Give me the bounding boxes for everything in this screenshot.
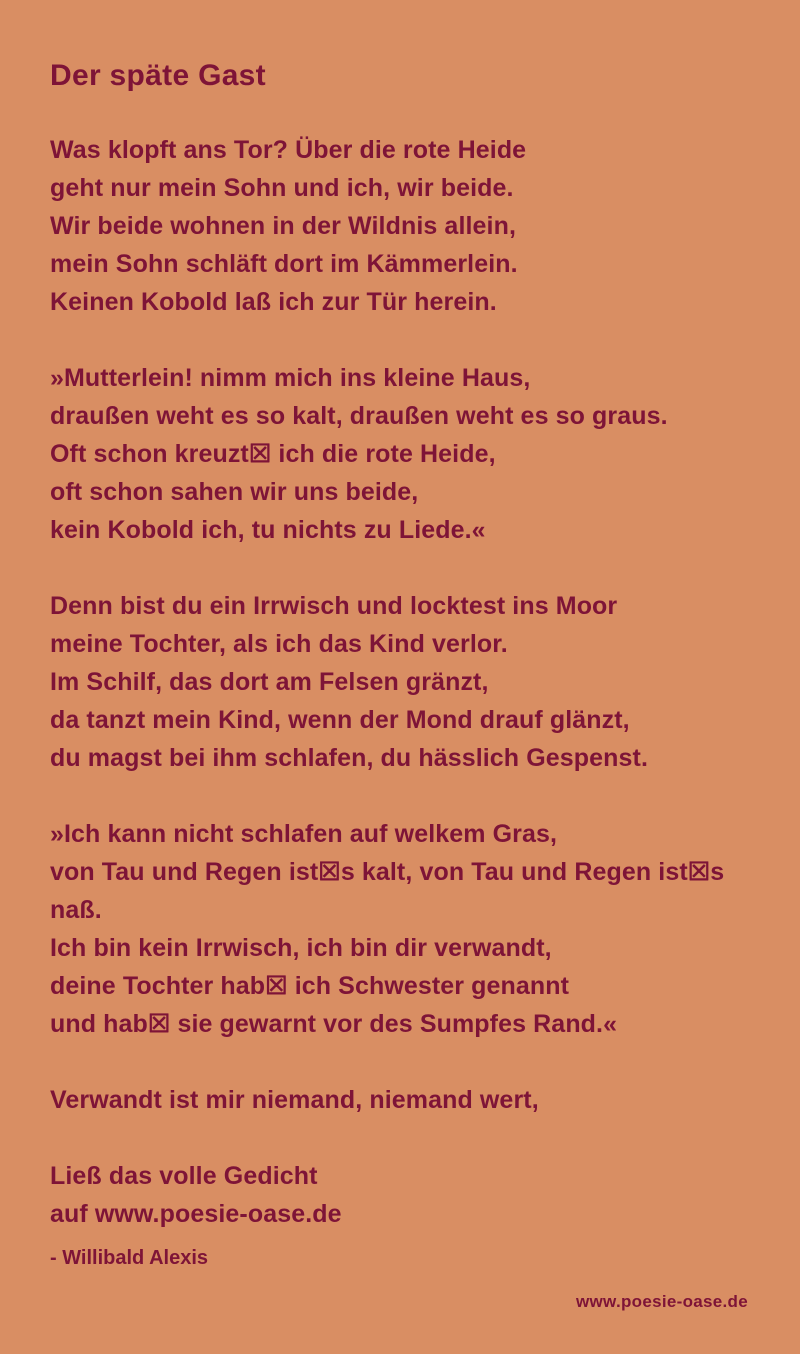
poem-line: draußen weht es so kalt, draußen weht es so graus. (50, 402, 668, 430)
poem-title: Der späte Gast (50, 59, 266, 92)
teaser-line: Ließ das volle Gedicht (50, 1162, 318, 1190)
poem-line: naß. (50, 896, 102, 924)
poem-line: oft schon sahen wir uns beide, (50, 478, 419, 506)
poem-line: kein Kobold ich, tu nichts zu Liede.« (50, 516, 486, 544)
poem-line: Was klopft ans Tor? Über die rote Heide (50, 136, 527, 164)
teaser-site-line: auf www.poesie-oase.de (50, 1200, 342, 1228)
poem-line: Keinen Kobold laß ich zur Tür herein. (50, 288, 497, 316)
poem-line: Verwandt ist mir niemand, niemand wert, (50, 1086, 539, 1114)
poem-line: geht nur mein Sohn und ich, wir beide. (50, 174, 514, 202)
poem-line: da tanzt mein Kind, wenn der Mond drauf glänzt, (50, 706, 630, 734)
poem-line: »Ich kann nicht schlafen auf welkem Gras, (50, 820, 558, 848)
footer-site-url: www.poesie-oase.de (576, 1292, 748, 1311)
poem-author: - Willibald Alexis (50, 1247, 208, 1269)
poem-line: Denn bist du ein Irrwisch und locktest ins Moor (50, 592, 618, 620)
poem-line: Ich bin kein Irrwisch, ich bin dir verwandt, (50, 934, 552, 962)
poem-line: von Tau und Regen ist☒s kalt, von Tau und Regen ist☒s (50, 858, 725, 886)
poem-line: Wir beide wohnen in der Wildnis allein, (50, 212, 516, 240)
stanza-3 (50, 587, 760, 777)
stanza-2 (50, 359, 760, 549)
poem-body (50, 131, 760, 1273)
poem-line: Im Schilf, das dort am Felsen gränzt, (50, 668, 489, 696)
poem-line: Oft schon kreuzt☒ ich die rote Heide, (50, 440, 496, 468)
poem-line: deine Tochter hab☒ ich Schwester genannt (50, 972, 570, 1000)
teaser-block (50, 1157, 760, 1233)
stanza-5 (50, 1081, 760, 1119)
poem-line: meine Tochter, als ich das Kind verlor. (50, 630, 508, 658)
poem-line: mein Sohn schläft dort im Kämmerlein. (50, 250, 518, 278)
poem-line: und hab☒ sie gewarnt vor des Sumpfes Rand.« (50, 1010, 618, 1038)
poem-line: »Mutterlein! nimm mich ins kleine Haus, (50, 364, 531, 392)
poem-line: du magst bei ihm schlafen, du hässlich Gespenst. (50, 744, 649, 772)
stanza-4 (50, 815, 760, 1043)
stanza-1 (50, 131, 760, 321)
